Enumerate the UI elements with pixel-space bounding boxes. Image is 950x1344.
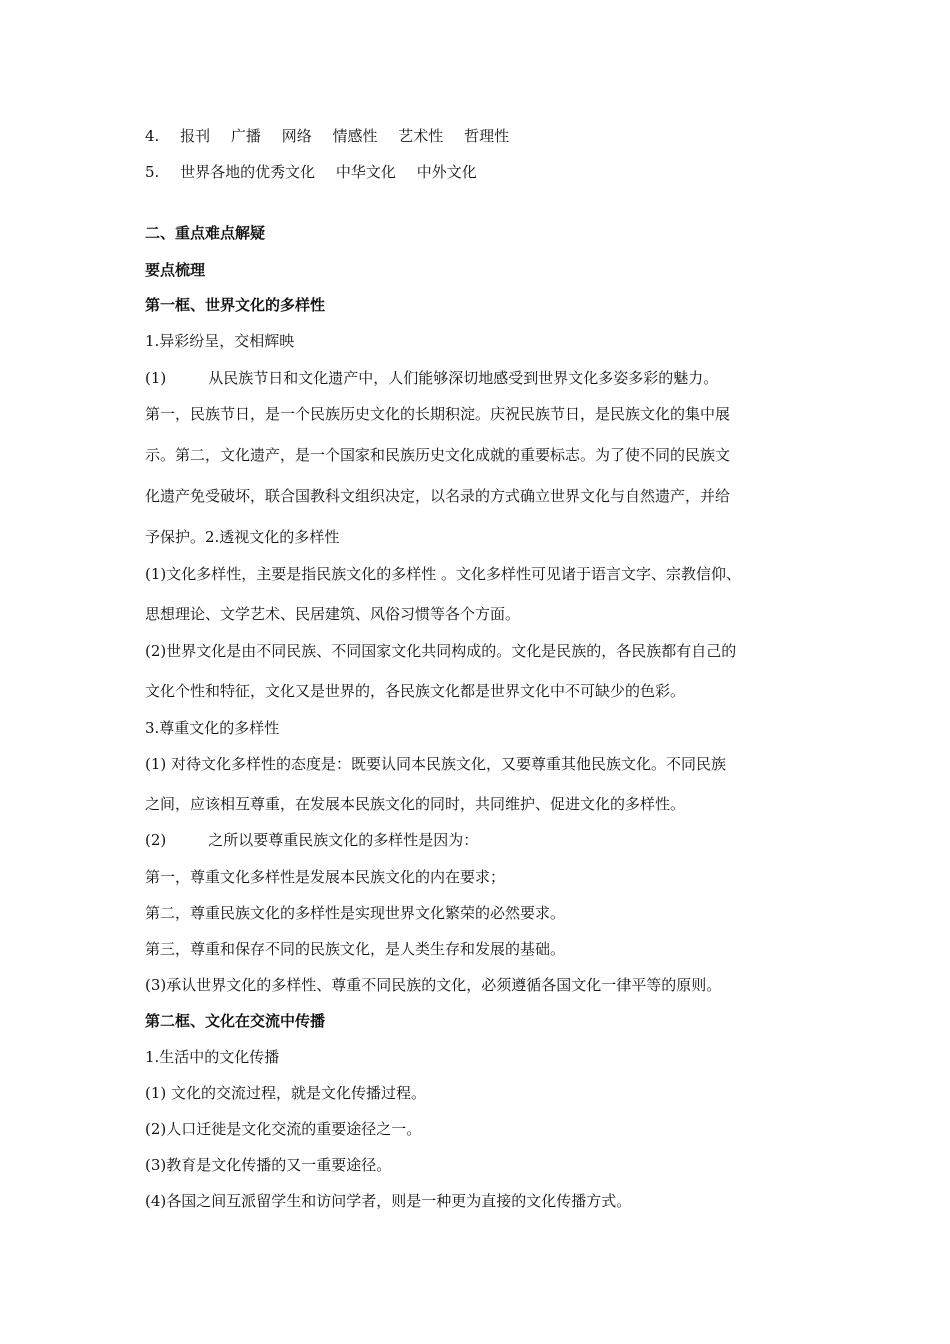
section-heading: 二、重点难点解疑 (145, 224, 266, 242)
paragraph-line: 思想理论、文学艺术、民居建筑、风俗习惯等各个方面。 (145, 605, 521, 623)
paragraph-line: (3)教育是文化传播的又一重要途径。 (145, 1156, 392, 1174)
answer-item: 世界各地的优秀文化 (180, 163, 316, 181)
answer-item: 报刊 (180, 127, 211, 145)
frame1-title: 第一框、世界文化的多样性 (145, 296, 326, 314)
paragraph-line: (1) 文化的交流过程，就是文化传播过程。 (145, 1084, 427, 1102)
frame2-title: 第二框、文化在交流中传播 (145, 1012, 326, 1030)
answer-item: 中华文化 (335, 163, 396, 181)
paragraph-line: 第一，民族节日，是一个民族历史文化的长期积淀。庆祝民族节日，是民族文化的集中展 (145, 405, 731, 423)
answer-item: 艺术性 (398, 127, 444, 145)
frame2-p1-title: 1.生活中的文化传播 (145, 1048, 280, 1066)
answer-number: 4. (145, 127, 160, 145)
document-page (145, 0, 815, 1344)
answer-number: 5. (145, 163, 160, 181)
paragraph-line: 文化个性和特征，文化又是世界的，各民族文化都是世界文化中不可缺少的色彩。 (145, 682, 686, 700)
section-subheading: 要点梳理 (145, 261, 206, 279)
frame1-p3-2 (145, 830, 478, 850)
paragraph-line: (1) 对待文化多样性的态度是：既要认同本民族文化，又要尊重其他民族文化。不同民族 (145, 755, 727, 773)
paragraph-line: 第一，尊重文化多样性是发展本民族文化的内在要求； (145, 868, 506, 886)
item-text: 从民族节日和文化遗产中，人们能够深切地感受到世界文化多姿多彩的魅力。 (208, 369, 719, 387)
item-text: 之所以要尊重民族文化的多样性是因为： (208, 831, 479, 849)
paragraph-line: (4)各国之间互派留学生和访问学者，则是一种更为直接的文化传播方式。 (145, 1192, 632, 1210)
frame1-p1-1 (145, 368, 718, 388)
answer-item: 广播 (230, 127, 261, 145)
answer-item: 网络 (281, 127, 312, 145)
answer-item: 哲理性 (464, 127, 510, 145)
item-label: (2) (145, 831, 167, 849)
frame1-p3-title: 3.尊重文化的多样性 (145, 719, 280, 737)
answer-item: 中外文化 (416, 163, 477, 181)
paragraph-line: 化遗产免受破坏，联合国教科文组织决定，以名录的方式确立世界文化与自然遗产，并给 (145, 487, 731, 505)
answer-line-5 (145, 162, 477, 182)
paragraph-line: (2)世界文化是由不同民族、不同国家文化共同构成的。文化是民族的，各民族都有自己的 (145, 642, 737, 660)
frame1-p1-title: 1.异彩纷呈，交相辉映 (145, 332, 295, 350)
paragraph-line: (2)人口迁徙是文化交流的重要途径之一。 (145, 1120, 422, 1138)
paragraph-line: (3)承认世界文化的多样性、尊重不同民族的文化，必须遵循各国文化一律平等的原则。 (145, 976, 722, 994)
item-label: (1) (145, 369, 167, 387)
paragraph-line: 予保护。2.透视文化的多样性 (145, 528, 340, 546)
paragraph-line: (1)文化多样性，主要是指民族文化的多样性 。文化多样性可见诸于语言文字、宗教信仰、 (145, 565, 742, 583)
answer-item: 情感性 (332, 127, 378, 145)
paragraph-line: 示。第二，文化遗产，是一个国家和民族历史文化成就的重要标志。为了使不同的民族文 (145, 446, 731, 464)
paragraph-line: 第三，尊重和保存不同的民族文化，是人类生存和发展的基础。 (145, 940, 566, 958)
paragraph-line: 之间，应该相互尊重，在发展本民族文化的同时，共同维护、促进文化的多样性。 (145, 795, 686, 813)
paragraph-line: 第二，尊重民族文化的多样性是实现世界文化繁荣的必然要求。 (145, 904, 566, 922)
answer-line-4 (145, 126, 509, 146)
